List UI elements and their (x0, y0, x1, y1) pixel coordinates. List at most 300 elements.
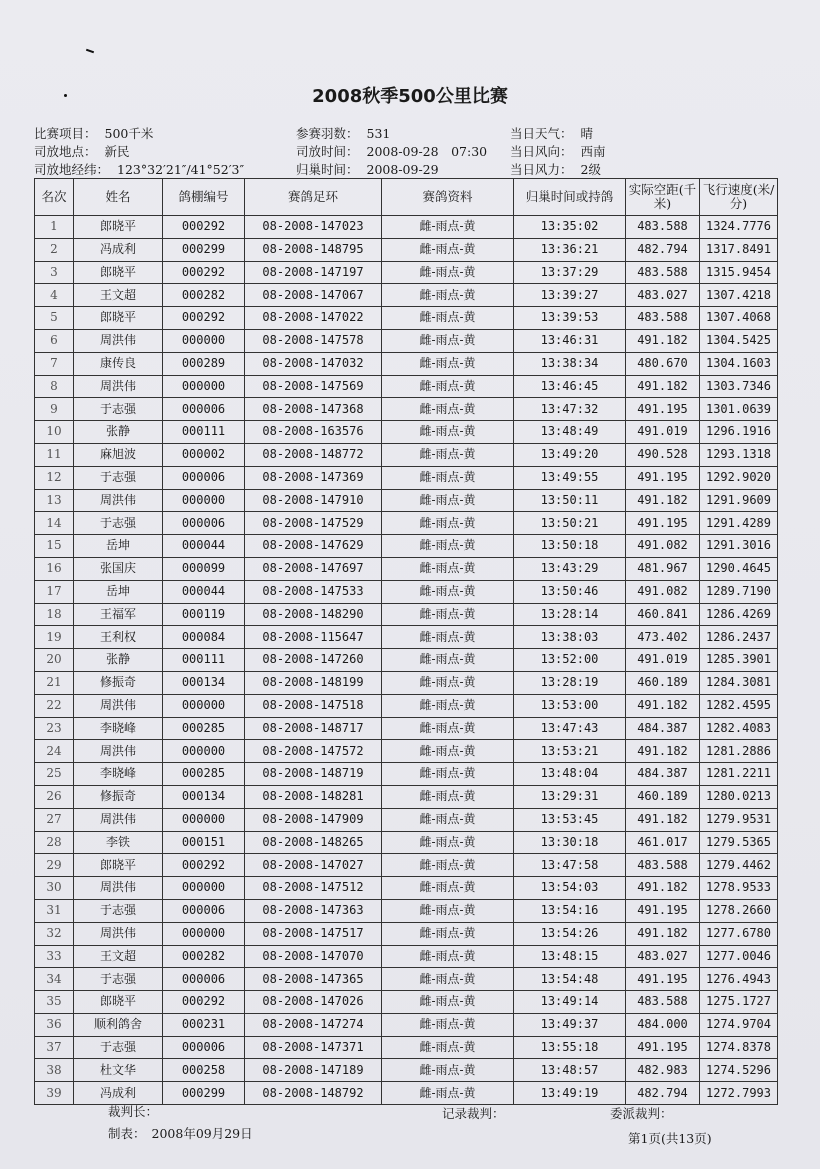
cell-speed: 1277.0046 (700, 945, 778, 968)
cell-rank: 38 (35, 1059, 74, 1082)
cell-pigeon-info: 雌-雨点-黄 (382, 785, 514, 808)
cell-pigeon-info: 雌-雨点-黄 (382, 238, 514, 261)
cell-loft-id: 000282 (163, 945, 245, 968)
return-date-info (296, 160, 439, 178)
cell-speed: 1284.3081 (700, 671, 778, 694)
table-row (35, 626, 778, 649)
cell-arrival-time: 13:54:26 (514, 922, 626, 945)
cell-pigeon-info: 雌-雨点-黄 (382, 284, 514, 307)
cell-speed: 1274.5296 (700, 1059, 778, 1082)
cell-arrival-time: 13:48:49 (514, 421, 626, 444)
return-date-label: 归巢时间： (296, 162, 359, 177)
cell-name: 于志强 (74, 398, 163, 421)
cell-loft-id: 000299 (163, 238, 245, 261)
page-number-label: 第1页(共13页) (628, 1131, 712, 1146)
made-by (108, 1124, 253, 1142)
wind-direction-value: 西南 (580, 144, 606, 159)
cell-name: 郎晓平 (74, 991, 163, 1014)
cell-ring: 08-2008-147629 (245, 535, 382, 558)
table-row (35, 307, 778, 330)
cell-loft-id: 000006 (163, 466, 245, 489)
cell-arrival-time: 13:47:58 (514, 854, 626, 877)
cell-pigeon-info: 雌-雨点-黄 (382, 649, 514, 672)
cell-distance: 491.182 (626, 375, 700, 398)
cell-name: 王文超 (74, 945, 163, 968)
place-value: 新民 (104, 144, 130, 159)
cell-rank: 39 (35, 1082, 74, 1105)
cell-name: 于志强 (74, 512, 163, 535)
weather-value: 晴 (580, 126, 594, 141)
cell-distance: 483.027 (626, 284, 700, 307)
cell-ring: 08-2008-148719 (245, 763, 382, 786)
cell-arrival-time: 13:49:19 (514, 1082, 626, 1105)
cell-pigeon-info: 雌-雨点-黄 (382, 216, 514, 239)
cell-distance: 491.195 (626, 1036, 700, 1059)
cell-pigeon-info: 雌-雨点-黄 (382, 968, 514, 991)
cell-distance: 491.019 (626, 421, 700, 444)
cell-loft-id: 000000 (163, 694, 245, 717)
event-info (34, 124, 153, 142)
return-date-value: 2008-09-29 (366, 162, 439, 177)
cell-speed: 1291.9609 (700, 489, 778, 512)
header-speed: 飞行速度(米/分) (700, 179, 778, 216)
cell-speed: 1307.4218 (700, 284, 778, 307)
cell-loft-id: 000285 (163, 763, 245, 786)
cell-loft-id: 000299 (163, 1082, 245, 1105)
cell-pigeon-info: 雌-雨点-黄 (382, 831, 514, 854)
cell-loft-id: 000292 (163, 854, 245, 877)
cell-rank: 16 (35, 557, 74, 580)
table-row (35, 512, 778, 535)
cell-speed: 1279.9531 (700, 808, 778, 831)
cell-pigeon-info: 雌-雨点-黄 (382, 375, 514, 398)
cell-ring: 08-2008-148199 (245, 671, 382, 694)
table-row (35, 466, 778, 489)
cell-ring: 08-2008-147909 (245, 808, 382, 831)
cell-arrival-time: 13:39:27 (514, 284, 626, 307)
cell-ring: 08-2008-147274 (245, 1013, 382, 1036)
cell-rank: 32 (35, 922, 74, 945)
event-value: 500千米 (104, 126, 154, 141)
coords-info (34, 160, 244, 178)
table-row (35, 899, 778, 922)
cell-ring: 08-2008-147512 (245, 877, 382, 900)
cell-speed: 1274.9704 (700, 1013, 778, 1036)
delegate-referee-label: 委派裁判： (610, 1106, 673, 1121)
table-row (35, 535, 778, 558)
page-title: 2008秋季500公里比赛 (312, 86, 508, 107)
cell-loft-id: 000111 (163, 649, 245, 672)
cell-rank: 15 (35, 535, 74, 558)
cell-arrival-time: 13:49:14 (514, 991, 626, 1014)
table-row (35, 785, 778, 808)
cell-ring: 08-2008-147529 (245, 512, 382, 535)
cell-speed: 1289.7190 (700, 580, 778, 603)
made-date: 2008年09月29日 (151, 1126, 253, 1141)
cell-rank: 14 (35, 512, 74, 535)
cell-loft-id: 000289 (163, 352, 245, 375)
cell-speed: 1281.2211 (700, 763, 778, 786)
cell-arrival-time: 13:47:32 (514, 398, 626, 421)
cell-rank: 36 (35, 1013, 74, 1036)
results-table (34, 178, 778, 1105)
cell-distance: 490.528 (626, 443, 700, 466)
cell-rank: 24 (35, 740, 74, 763)
cell-pigeon-info: 雌-雨点-黄 (382, 1082, 514, 1105)
table-row (35, 1036, 778, 1059)
wind-force-info (510, 160, 601, 178)
cell-arrival-time: 13:50:18 (514, 535, 626, 558)
header-pigeon-info: 赛鸽资料 (382, 179, 514, 216)
cell-name: 李铁 (74, 831, 163, 854)
cell-ring: 08-2008-115647 (245, 626, 382, 649)
cell-arrival-time: 13:35:02 (514, 216, 626, 239)
cell-name: 张静 (74, 421, 163, 444)
table-row (35, 284, 778, 307)
cell-pigeon-info: 雌-雨点-黄 (382, 854, 514, 877)
cell-pigeon-info: 雌-雨点-黄 (382, 717, 514, 740)
chief-referee (108, 1102, 158, 1120)
cell-speed: 1293.1318 (700, 443, 778, 466)
cell-rank: 4 (35, 284, 74, 307)
cell-loft-id: 000292 (163, 991, 245, 1014)
table-row (35, 922, 778, 945)
table-row (35, 603, 778, 626)
release-place-info (34, 142, 130, 160)
cell-pigeon-info: 雌-雨点-黄 (382, 489, 514, 512)
cell-pigeon-info: 雌-雨点-黄 (382, 922, 514, 945)
cell-speed: 1286.2437 (700, 626, 778, 649)
table-row (35, 1013, 778, 1036)
cell-ring: 08-2008-147368 (245, 398, 382, 421)
cell-name: 王利权 (74, 626, 163, 649)
cell-speed: 1272.7993 (700, 1082, 778, 1105)
cell-speed: 1282.4595 (700, 694, 778, 717)
cell-name: 周洪伟 (74, 329, 163, 352)
cell-rank: 5 (35, 307, 74, 330)
cell-loft-id: 000006 (163, 968, 245, 991)
coords-label: 司放地经纬： (34, 162, 110, 177)
chief-referee-label: 裁判长： (108, 1104, 159, 1119)
cell-distance: 491.082 (626, 580, 700, 603)
cell-name: 张国庆 (74, 557, 163, 580)
cell-arrival-time: 13:53:21 (514, 740, 626, 763)
cell-ring: 08-2008-147070 (245, 945, 382, 968)
wind-direction-label: 当日风向： (510, 144, 573, 159)
cell-speed: 1304.1603 (700, 352, 778, 375)
cell-ring: 08-2008-147371 (245, 1036, 382, 1059)
cell-loft-id: 000006 (163, 398, 245, 421)
cell-ring: 08-2008-147197 (245, 261, 382, 284)
cell-rank: 27 (35, 808, 74, 831)
cell-rank: 31 (35, 899, 74, 922)
cell-name: 冯成利 (74, 1082, 163, 1105)
cell-pigeon-info: 雌-雨点-黄 (382, 557, 514, 580)
cell-speed: 1277.6780 (700, 922, 778, 945)
table-row (35, 238, 778, 261)
table-row (35, 557, 778, 580)
cell-loft-id: 000292 (163, 216, 245, 239)
cell-distance: 491.182 (626, 808, 700, 831)
cell-arrival-time: 13:46:31 (514, 329, 626, 352)
table-row (35, 968, 778, 991)
release-time-info (296, 142, 487, 160)
scan-speck (86, 49, 94, 54)
cell-distance: 484.000 (626, 1013, 700, 1036)
cell-rank: 1 (35, 216, 74, 239)
cell-arrival-time: 13:37:29 (514, 261, 626, 284)
cell-rank: 29 (35, 854, 74, 877)
cell-pigeon-info: 雌-雨点-黄 (382, 877, 514, 900)
cell-ring: 08-2008-148290 (245, 603, 382, 626)
cell-loft-id: 000285 (163, 717, 245, 740)
table-row (35, 580, 778, 603)
cell-name: 郎晓平 (74, 261, 163, 284)
cell-rank: 10 (35, 421, 74, 444)
cell-pigeon-info: 雌-雨点-黄 (382, 671, 514, 694)
cell-arrival-time: 13:54:48 (514, 968, 626, 991)
table-row (35, 740, 778, 763)
cell-speed: 1315.9454 (700, 261, 778, 284)
cell-distance: 484.387 (626, 763, 700, 786)
cell-loft-id: 000006 (163, 899, 245, 922)
cell-arrival-time: 13:47:43 (514, 717, 626, 740)
header-distance: 实际空距(千米) (626, 179, 700, 216)
cell-rank: 11 (35, 443, 74, 466)
cell-speed: 1285.3901 (700, 649, 778, 672)
cell-loft-id: 000044 (163, 580, 245, 603)
cell-name: 张静 (74, 649, 163, 672)
cell-loft-id: 000000 (163, 329, 245, 352)
cell-distance: 491.195 (626, 899, 700, 922)
made-by-label: 制表： (108, 1126, 146, 1141)
cell-arrival-time: 13:38:03 (514, 626, 626, 649)
cell-ring: 08-2008-147023 (245, 216, 382, 239)
table-row (35, 489, 778, 512)
cell-arrival-time: 13:28:14 (514, 603, 626, 626)
cell-name: 周洪伟 (74, 922, 163, 945)
cell-name: 周洪伟 (74, 740, 163, 763)
cell-loft-id: 000000 (163, 808, 245, 831)
cell-distance: 483.588 (626, 854, 700, 877)
cell-distance: 460.841 (626, 603, 700, 626)
cell-ring: 08-2008-147189 (245, 1059, 382, 1082)
cell-distance: 482.794 (626, 238, 700, 261)
cell-distance: 491.182 (626, 329, 700, 352)
cell-speed: 1276.4943 (700, 968, 778, 991)
cell-rank: 20 (35, 649, 74, 672)
table-row (35, 421, 778, 444)
cell-pigeon-info: 雌-雨点-黄 (382, 991, 514, 1014)
cell-ring: 08-2008-148792 (245, 1082, 382, 1105)
cell-arrival-time: 13:39:53 (514, 307, 626, 330)
cell-speed: 1292.9020 (700, 466, 778, 489)
cell-ring: 08-2008-147572 (245, 740, 382, 763)
release-time-value: 2008-09-28 07:30 (366, 144, 488, 159)
cell-pigeon-info: 雌-雨点-黄 (382, 763, 514, 786)
cell-ring: 08-2008-147363 (245, 899, 382, 922)
cell-loft-id: 000134 (163, 785, 245, 808)
cell-pigeon-info: 雌-雨点-黄 (382, 398, 514, 421)
table-row (35, 216, 778, 239)
cell-name: 郎晓平 (74, 854, 163, 877)
cell-pigeon-info: 雌-雨点-黄 (382, 261, 514, 284)
table-row (35, 1059, 778, 1082)
cell-arrival-time: 13:50:21 (514, 512, 626, 535)
cell-name: 周洪伟 (74, 808, 163, 831)
record-referee-label: 记录裁判： (442, 1106, 505, 1121)
cell-loft-id: 000134 (163, 671, 245, 694)
cell-ring: 08-2008-147518 (245, 694, 382, 717)
cell-pigeon-info: 雌-雨点-黄 (382, 307, 514, 330)
cell-loft-id: 000000 (163, 740, 245, 763)
cell-arrival-time: 13:48:15 (514, 945, 626, 968)
coords-value: 123°32′21″/41°52′3″ (117, 162, 245, 177)
table-row (35, 877, 778, 900)
cell-loft-id: 000258 (163, 1059, 245, 1082)
cell-speed: 1303.7346 (700, 375, 778, 398)
cell-ring: 08-2008-148265 (245, 831, 382, 854)
place-label: 司放地点： (34, 144, 97, 159)
cell-ring: 08-2008-147032 (245, 352, 382, 375)
table-row (35, 261, 778, 284)
cell-name: 王文超 (74, 284, 163, 307)
cell-pigeon-info: 雌-雨点-黄 (382, 1036, 514, 1059)
cell-ring: 08-2008-148717 (245, 717, 382, 740)
cell-name: 于志强 (74, 1036, 163, 1059)
cell-rank: 28 (35, 831, 74, 854)
cell-pigeon-info: 雌-雨点-黄 (382, 626, 514, 649)
cell-arrival-time: 13:50:11 (514, 489, 626, 512)
cell-distance: 483.588 (626, 216, 700, 239)
cell-pigeon-info: 雌-雨点-黄 (382, 899, 514, 922)
cell-ring: 08-2008-147578 (245, 329, 382, 352)
cell-name: 修振奇 (74, 671, 163, 694)
cell-ring: 08-2008-147260 (245, 649, 382, 672)
wind-force-label: 当日风力： (510, 162, 573, 177)
cell-distance: 491.182 (626, 877, 700, 900)
cell-loft-id: 000000 (163, 375, 245, 398)
cell-rank: 33 (35, 945, 74, 968)
cell-pigeon-info: 雌-雨点-黄 (382, 535, 514, 558)
cell-loft-id: 000292 (163, 261, 245, 284)
cell-speed: 1286.4269 (700, 603, 778, 626)
cell-ring: 08-2008-147517 (245, 922, 382, 945)
cell-speed: 1279.5365 (700, 831, 778, 854)
cell-rank: 18 (35, 603, 74, 626)
cell-speed: 1290.4645 (700, 557, 778, 580)
cell-pigeon-info: 雌-雨点-黄 (382, 443, 514, 466)
cell-ring: 08-2008-147365 (245, 968, 382, 991)
cell-name: 麻旭波 (74, 443, 163, 466)
cell-name: 李晓峰 (74, 717, 163, 740)
weather-label: 当日天气： (510, 126, 573, 141)
table-body (35, 216, 778, 1105)
cell-distance: 491.195 (626, 466, 700, 489)
cell-loft-id: 000119 (163, 603, 245, 626)
cell-rank: 12 (35, 466, 74, 489)
cell-distance: 480.670 (626, 352, 700, 375)
cell-name: 岳坤 (74, 580, 163, 603)
cell-loft-id: 000111 (163, 421, 245, 444)
cell-loft-id: 000292 (163, 307, 245, 330)
cell-name: 康传良 (74, 352, 163, 375)
cell-name: 冯成利 (74, 238, 163, 261)
table-row (35, 694, 778, 717)
cell-rank: 25 (35, 763, 74, 786)
cell-speed: 1279.4462 (700, 854, 778, 877)
cell-ring: 08-2008-148795 (245, 238, 382, 261)
cell-name: 顺利鸽舍 (74, 1013, 163, 1036)
cell-ring: 08-2008-147027 (245, 854, 382, 877)
cell-speed: 1291.4289 (700, 512, 778, 535)
cell-distance: 483.588 (626, 261, 700, 284)
cell-name: 郎晓平 (74, 307, 163, 330)
cell-distance: 482.794 (626, 1082, 700, 1105)
count-value: 531 (366, 126, 391, 141)
cell-arrival-time: 13:49:55 (514, 466, 626, 489)
cell-distance: 491.182 (626, 694, 700, 717)
cell-arrival-time: 13:55:18 (514, 1036, 626, 1059)
cell-speed: 1278.9533 (700, 877, 778, 900)
cell-distance: 481.967 (626, 557, 700, 580)
header-arrival-time: 归巢时间或持鸽 (514, 179, 626, 216)
table-row (35, 831, 778, 854)
table-row (35, 443, 778, 466)
cell-arrival-time: 13:53:45 (514, 808, 626, 831)
cell-distance: 483.588 (626, 307, 700, 330)
cell-distance: 473.402 (626, 626, 700, 649)
event-label: 比赛项目： (34, 126, 97, 141)
cell-arrival-time: 13:36:21 (514, 238, 626, 261)
cell-pigeon-info: 雌-雨点-黄 (382, 1059, 514, 1082)
cell-distance: 460.189 (626, 671, 700, 694)
cell-distance: 483.027 (626, 945, 700, 968)
cell-name: 王福军 (74, 603, 163, 626)
table-row (35, 808, 778, 831)
cell-ring: 08-2008-147369 (245, 466, 382, 489)
cell-distance: 491.182 (626, 740, 700, 763)
cell-pigeon-info: 雌-雨点-黄 (382, 421, 514, 444)
cell-rank: 2 (35, 238, 74, 261)
cell-distance: 491.182 (626, 922, 700, 945)
table-row (35, 945, 778, 968)
cell-speed: 1317.8491 (700, 238, 778, 261)
cell-rank: 6 (35, 329, 74, 352)
cell-rank: 3 (35, 261, 74, 284)
cell-pigeon-info: 雌-雨点-黄 (382, 808, 514, 831)
cell-ring: 08-2008-148281 (245, 785, 382, 808)
cell-distance: 491.195 (626, 968, 700, 991)
count-info (296, 124, 390, 142)
cell-rank: 21 (35, 671, 74, 694)
table-row (35, 375, 778, 398)
cell-speed: 1282.4083 (700, 717, 778, 740)
cell-arrival-time: 13:48:04 (514, 763, 626, 786)
cell-rank: 23 (35, 717, 74, 740)
cell-pigeon-info: 雌-雨点-黄 (382, 694, 514, 717)
header-loft-id: 鸽棚编号 (163, 179, 245, 216)
cell-loft-id: 000044 (163, 535, 245, 558)
cell-arrival-time: 13:49:37 (514, 1013, 626, 1036)
cell-arrival-time: 13:50:46 (514, 580, 626, 603)
cell-loft-id: 000002 (163, 443, 245, 466)
wind-force-value: 2级 (580, 162, 601, 177)
table-row (35, 398, 778, 421)
cell-rank: 13 (35, 489, 74, 512)
table-row (35, 671, 778, 694)
table-row (35, 991, 778, 1014)
